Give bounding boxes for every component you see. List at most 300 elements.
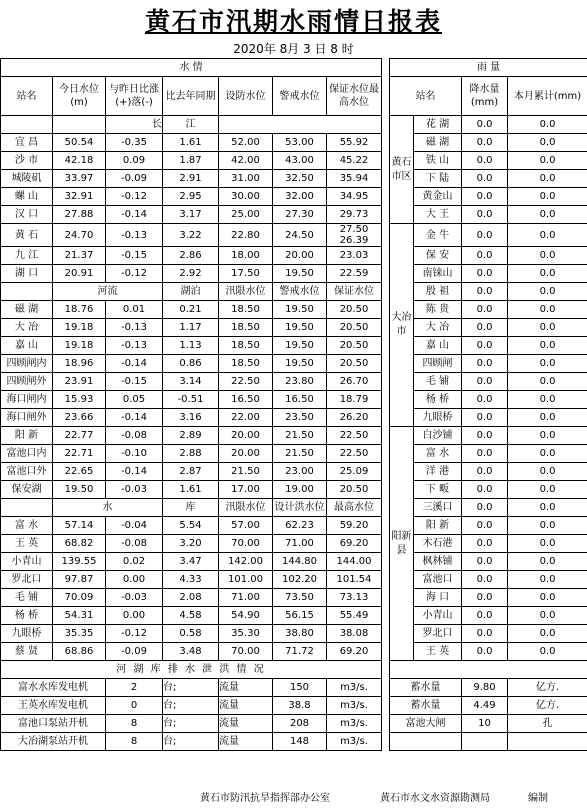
table-row [1, 625, 587, 643]
table-row [1, 517, 587, 535]
gap-cell [382, 589, 390, 607]
water-value: 22.50 [219, 373, 273, 391]
water-value: 0.86 [163, 355, 219, 373]
table-row [1, 283, 587, 301]
water-value: 19.18 [53, 337, 106, 355]
rain-station: 小青山 [414, 607, 462, 625]
water-value: 101.00 [219, 571, 273, 589]
rain-precip: 0.0 [462, 247, 508, 265]
rain-monthly: 0.0 [508, 224, 587, 247]
rain-station: 白沙铺 [414, 427, 462, 445]
water-value: -0.10 [106, 445, 163, 463]
rain-precip: 0.0 [462, 283, 508, 301]
rain-precip: 0.0 [462, 553, 508, 571]
rain-station: 枫林铺 [414, 553, 462, 571]
rain-col-station: 站名 [390, 77, 462, 116]
col-header-level: 今日水位(m) [53, 77, 106, 116]
station-name: 黄 石 [1, 224, 53, 247]
water-value: 68.86 [53, 643, 106, 661]
water-value: 22.50 [327, 445, 382, 463]
water-value: -0.13 [106, 224, 163, 247]
water-value: 71.00 [273, 535, 327, 553]
water-value: 142.00 [219, 553, 273, 571]
rain-monthly: 0.0 [508, 391, 587, 409]
rain-station: 黄金山 [414, 188, 462, 206]
water-value: 29.73 [327, 206, 382, 224]
gap-cell [382, 391, 390, 409]
drain-unit: 台; [163, 733, 219, 751]
water-value: 38.08 [327, 625, 382, 643]
water-value: 0.09 [106, 152, 163, 170]
water-value: 3.47 [163, 553, 219, 571]
gap-cell [382, 134, 390, 152]
water-value: 52.00 [219, 134, 273, 152]
section-spacer [1, 283, 53, 301]
drain-flow-label: 流量 [219, 733, 273, 751]
water-value: -0.12 [106, 625, 163, 643]
water-value: 2.86 [163, 247, 219, 265]
water-value: 31.00 [219, 170, 273, 188]
rain-station: 四顾闸 [414, 355, 462, 373]
drain-extra-value [462, 733, 508, 751]
rain-monthly: 0.0 [508, 445, 587, 463]
drain-extra-value: 10 [462, 715, 508, 733]
rain-monthly: 0.0 [508, 553, 587, 571]
water-value: 4.58 [163, 607, 219, 625]
table-row [1, 188, 587, 206]
region-label: 大冶市 [390, 224, 414, 427]
rain-precip: 0.0 [462, 535, 508, 553]
section-spacer [1, 499, 53, 517]
rain-monthly: 0.0 [508, 643, 587, 661]
rain-precip: 0.0 [462, 499, 508, 517]
water-value: 23.80 [273, 373, 327, 391]
water-value: 1.17 [163, 319, 219, 337]
gap-cell [382, 553, 390, 571]
gap-cell [382, 445, 390, 463]
footer-office: 黄石市防汛抗旱指挥部办公室 [200, 793, 330, 804]
water-value: 19.50 [273, 355, 327, 373]
water-value: 16.50 [219, 391, 273, 409]
water-value: 0.58 [163, 625, 219, 643]
water-value: 24.70 [53, 224, 106, 247]
drain-flow: 150 [273, 679, 327, 697]
rain-station: 大 冶 [414, 319, 462, 337]
drain-extra-unit: 亿方. [508, 697, 587, 715]
rain-monthly: 0.0 [508, 607, 587, 625]
water-value: 1.13 [163, 337, 219, 355]
water-value: 2.89 [163, 427, 219, 445]
section-label: 长 [106, 116, 163, 134]
drain-extra-label [390, 733, 462, 751]
report-table [0, 58, 587, 751]
drain-extra-unit: 亿方. [508, 679, 587, 697]
water-value: 23.00 [273, 463, 327, 481]
water-value: 15.93 [53, 391, 106, 409]
water-value: 19.50 [273, 319, 327, 337]
water-value: 101.54 [327, 571, 382, 589]
station-name: 杨 桥 [1, 607, 53, 625]
water-value: 20.00 [219, 427, 273, 445]
section-label: 河流 [53, 283, 163, 301]
water-value: 57.00 [219, 517, 273, 535]
drain-name: 大冶湖泵站开机 [1, 733, 106, 751]
gap-cell [382, 643, 390, 661]
water-value: 70.09 [53, 589, 106, 607]
water-value: 55.92 [327, 134, 382, 152]
table-body [1, 59, 587, 751]
drain-row [1, 697, 587, 715]
water-value: 54.90 [219, 607, 273, 625]
water-value: 21.37 [53, 247, 106, 265]
water-value: 45.22 [327, 152, 382, 170]
rain-station: 铁 山 [414, 152, 462, 170]
water-value: 20.50 [327, 337, 382, 355]
water-value: 2.88 [163, 445, 219, 463]
table-row [1, 134, 587, 152]
station-name: 嘉 山 [1, 337, 53, 355]
drain-flow: 148 [273, 733, 327, 751]
water-value: 69.20 [327, 535, 382, 553]
water-value: 139.55 [53, 553, 106, 571]
water-value: 1.61 [163, 481, 219, 499]
gap-cell [382, 463, 390, 481]
drain-count: 0 [106, 697, 163, 715]
drain-name: 富池口泵站开机 [1, 715, 106, 733]
rain-station: 洋 港 [414, 463, 462, 481]
rain-precip: 0.0 [462, 116, 508, 134]
drain-name: 王英水库发电机 [1, 697, 106, 715]
water-value: 22.00 [219, 409, 273, 427]
water-value: -0.15 [106, 373, 163, 391]
gap-cell [382, 59, 390, 77]
rain-monthly: 0.0 [508, 134, 587, 152]
table-row [1, 499, 587, 517]
water-value: 19.50 [53, 481, 106, 499]
station-name: 王 英 [1, 535, 53, 553]
gap-cell [382, 188, 390, 206]
water-value: 32.50 [273, 170, 327, 188]
water-value: 18.50 [219, 301, 273, 319]
rain-precip: 0.0 [462, 188, 508, 206]
water-value: 27.88 [53, 206, 106, 224]
water-value: -0.35 [106, 134, 163, 152]
station-name: 阳 新 [1, 427, 53, 445]
rain-precip: 0.0 [462, 170, 508, 188]
rain-precip: 0.0 [462, 337, 508, 355]
water-value: 70.00 [219, 535, 273, 553]
water-value: 35.94 [327, 170, 382, 188]
rain-station: 嘉 山 [414, 337, 462, 355]
station-name: 毛 铺 [1, 589, 53, 607]
water-value: 20.50 [327, 481, 382, 499]
water-value: 19.50 [273, 337, 327, 355]
water-value: 2.91 [163, 170, 219, 188]
max-level-extra: 26.39 [339, 235, 369, 246]
water-value: 0.00 [106, 571, 163, 589]
water-value: -0.12 [106, 188, 163, 206]
drain-flow: 38.8 [273, 697, 327, 715]
water-value: 2.08 [163, 589, 219, 607]
footer-compiled: 编制 [528, 793, 548, 804]
water-value: -0.09 [106, 170, 163, 188]
table-row [1, 224, 587, 247]
rain-monthly: 0.0 [508, 463, 587, 481]
section-col-label: 保证水位 [327, 283, 382, 301]
water-value: -0.51 [163, 391, 219, 409]
water-value: 97.87 [53, 571, 106, 589]
table-row [1, 152, 587, 170]
drain-extra-value: 4.49 [462, 697, 508, 715]
drain-title-row [1, 661, 587, 679]
water-value: -0.14 [106, 355, 163, 373]
water-value: 3.20 [163, 535, 219, 553]
station-name: 富 水 [1, 517, 53, 535]
water-value: 26.70 [327, 373, 382, 391]
gap-cell [382, 373, 390, 391]
drain-flow-unit: m3/s. [327, 733, 382, 751]
table-row [1, 409, 587, 427]
water-value: 43.00 [273, 152, 327, 170]
rain-precip: 0.0 [462, 517, 508, 535]
water-value: 19.00 [273, 481, 327, 499]
drain-row [1, 715, 587, 733]
water-value: 22.80 [219, 224, 273, 247]
table-row [1, 643, 587, 661]
rain-precip: 0.0 [462, 643, 508, 661]
rain-precip: 0.0 [462, 152, 508, 170]
gap-cell [382, 319, 390, 337]
rain-precip: 0.0 [462, 224, 508, 247]
water-value: 53.00 [273, 134, 327, 152]
rain-station: 杨 桥 [414, 391, 462, 409]
report-date: 2020年 8月 3 日 8 时 [233, 42, 354, 56]
station-name: 汉 口 [1, 206, 53, 224]
section-label: 水 [53, 499, 163, 517]
rain-station: 富池口 [414, 571, 462, 589]
water-value: 0.01 [106, 301, 163, 319]
water-value: 16.50 [273, 391, 327, 409]
rain-station: 陈 贵 [414, 301, 462, 319]
gap-cell [382, 247, 390, 265]
water-value: 0.00 [106, 607, 163, 625]
gap-cell [382, 301, 390, 319]
water-value [327, 224, 382, 247]
water-value: 102.20 [273, 571, 327, 589]
rain-precip: 0.0 [462, 134, 508, 152]
water-value: 73.50 [273, 589, 327, 607]
water-value: 0.21 [163, 301, 219, 319]
rain-precip: 0.0 [462, 355, 508, 373]
table-row [1, 319, 587, 337]
water-value: 59.20 [327, 517, 382, 535]
rain-station: 九眼桥 [414, 409, 462, 427]
drain-count: 8 [106, 715, 163, 733]
gap-cell [382, 206, 390, 224]
gap-cell [382, 116, 390, 134]
station-name: 罗北口 [1, 571, 53, 589]
rain-precip: 0.0 [462, 481, 508, 499]
table-row [1, 373, 587, 391]
water-value: 4.33 [163, 571, 219, 589]
section-spacer [1, 116, 53, 134]
rain-station: 海 口 [414, 589, 462, 607]
rain-station: 富 水 [414, 445, 462, 463]
table-row [1, 170, 587, 188]
col-header-station: 站名 [1, 77, 53, 116]
table-row [1, 265, 587, 283]
rain-monthly: 0.0 [508, 409, 587, 427]
gap-cell [382, 283, 390, 301]
table-row [1, 301, 587, 319]
water-value: -0.08 [106, 535, 163, 553]
table-row [1, 337, 587, 355]
station-name: 湖 口 [1, 265, 53, 283]
section-col-label: 汛限水位 [219, 283, 273, 301]
rain-station: 磁 湖 [414, 134, 462, 152]
water-value: 71.00 [219, 589, 273, 607]
water-value: 22.65 [53, 463, 106, 481]
rain-station: 毛 铺 [414, 373, 462, 391]
gap-cell [382, 337, 390, 355]
drain-row [1, 679, 587, 697]
rain-precip: 0.0 [462, 445, 508, 463]
station-name: 沙 市 [1, 152, 53, 170]
table-row [1, 607, 587, 625]
rain-precip: 0.0 [462, 589, 508, 607]
rain-station: 大 王 [414, 206, 462, 224]
water-value: -0.14 [106, 206, 163, 224]
rain-precip: 0.0 [462, 607, 508, 625]
section-col-label: 汛限水位 [219, 499, 273, 517]
rain-station: 下 畈 [414, 481, 462, 499]
rain-station: 阳 新 [414, 517, 462, 535]
drain-extra-value: 9.80 [462, 679, 508, 697]
gap-cell [382, 661, 390, 679]
rain-station: 殷 祖 [414, 283, 462, 301]
rain-monthly: 0.0 [508, 373, 587, 391]
rain-station: 保 安 [414, 247, 462, 265]
water-value: 26.20 [327, 409, 382, 427]
rain-station: 罗北口 [414, 625, 462, 643]
rain-monthly: 0.0 [508, 206, 587, 224]
gap-cell [382, 535, 390, 553]
water-value: 50.54 [53, 134, 106, 152]
water-value: 23.03 [327, 247, 382, 265]
gap-cell [382, 170, 390, 188]
water-value: 42.00 [219, 152, 273, 170]
rain-monthly: 0.0 [508, 116, 587, 134]
section-spacer [53, 116, 106, 134]
water-value: 62.23 [273, 517, 327, 535]
drain-title: 河 湖 库 排 水 泄 洪 情 况 [1, 661, 382, 679]
water-value: -0.12 [106, 265, 163, 283]
station-name: 蔡 贤 [1, 643, 53, 661]
station-name: 四顾闸内 [1, 355, 53, 373]
water-value: -0.04 [106, 517, 163, 535]
gap-cell [382, 697, 390, 715]
table-row [1, 427, 587, 445]
rain-precip: 0.0 [462, 206, 508, 224]
water-value: 20.00 [219, 445, 273, 463]
drain-count: 8 [106, 733, 163, 751]
water-value: 18.50 [219, 355, 273, 373]
water-value: 20.50 [327, 319, 382, 337]
water-value: 56.15 [273, 607, 327, 625]
rain-monthly: 0.0 [508, 481, 587, 499]
water-value: 2.95 [163, 188, 219, 206]
water-value: 17.00 [219, 481, 273, 499]
rain-col-precip: 降水量(mm) [462, 77, 508, 116]
water-value: 0.05 [106, 391, 163, 409]
water-value: 23.91 [53, 373, 106, 391]
drain-flow-label: 流量 [219, 715, 273, 733]
rain-monthly: 0.0 [508, 625, 587, 643]
station-name: 四顾闸外 [1, 373, 53, 391]
rain-monthly: 0.0 [508, 535, 587, 553]
rain-station: 王 英 [414, 643, 462, 661]
water-value: 144.80 [273, 553, 327, 571]
rain-monthly: 0.0 [508, 188, 587, 206]
drain-count: 2 [106, 679, 163, 697]
water-value: 22.77 [53, 427, 106, 445]
section-spacer [219, 116, 382, 134]
water-value: -0.14 [106, 409, 163, 427]
max-level: 27.50 [339, 224, 369, 235]
rain-monthly: 0.0 [508, 589, 587, 607]
rain-monthly: 0.0 [508, 517, 587, 535]
water-value: 27.30 [273, 206, 327, 224]
table-row [1, 481, 587, 499]
table-row [1, 589, 587, 607]
section-label: 库 [163, 499, 219, 517]
section-col-label: 设计洪水位 [273, 499, 327, 517]
station-name: 九眼桥 [1, 625, 53, 643]
drain-flow-unit: m3/s. [327, 679, 382, 697]
station-name: 磁 湖 [1, 301, 53, 319]
water-value: 1.87 [163, 152, 219, 170]
water-value: 2.87 [163, 463, 219, 481]
gap-cell [382, 481, 390, 499]
water-value: -0.14 [106, 463, 163, 481]
rain-monthly: 0.0 [508, 170, 587, 188]
water-value: -0.03 [106, 589, 163, 607]
gap-cell [382, 224, 390, 247]
water-value: 21.50 [273, 445, 327, 463]
water-value: 144.00 [327, 553, 382, 571]
water-value: 70.00 [219, 643, 273, 661]
section-col-label: 最高水位 [327, 499, 382, 517]
rain-monthly: 0.0 [508, 283, 587, 301]
water-value: 55.49 [327, 607, 382, 625]
col-header-change: 与昨日比涨(+)落(-) [106, 77, 163, 116]
rain-station: 金 牛 [414, 224, 462, 247]
col-header-lastyear: 比去年同期 [163, 77, 219, 116]
water-value: 3.22 [163, 224, 219, 247]
water-value: 57.14 [53, 517, 106, 535]
gap-cell [382, 427, 390, 445]
rain-precip: 0.0 [462, 571, 508, 589]
gap-cell [382, 355, 390, 373]
rain-monthly: 0.0 [508, 337, 587, 355]
section-col-label: 警戒水位 [273, 283, 327, 301]
gap-cell [382, 715, 390, 733]
water-value: -0.08 [106, 427, 163, 445]
rain-monthly: 0.0 [508, 247, 587, 265]
drain-unit: 台; [163, 715, 219, 733]
col-header-defense: 设防水位 [219, 77, 273, 116]
water-value: 22.50 [327, 427, 382, 445]
